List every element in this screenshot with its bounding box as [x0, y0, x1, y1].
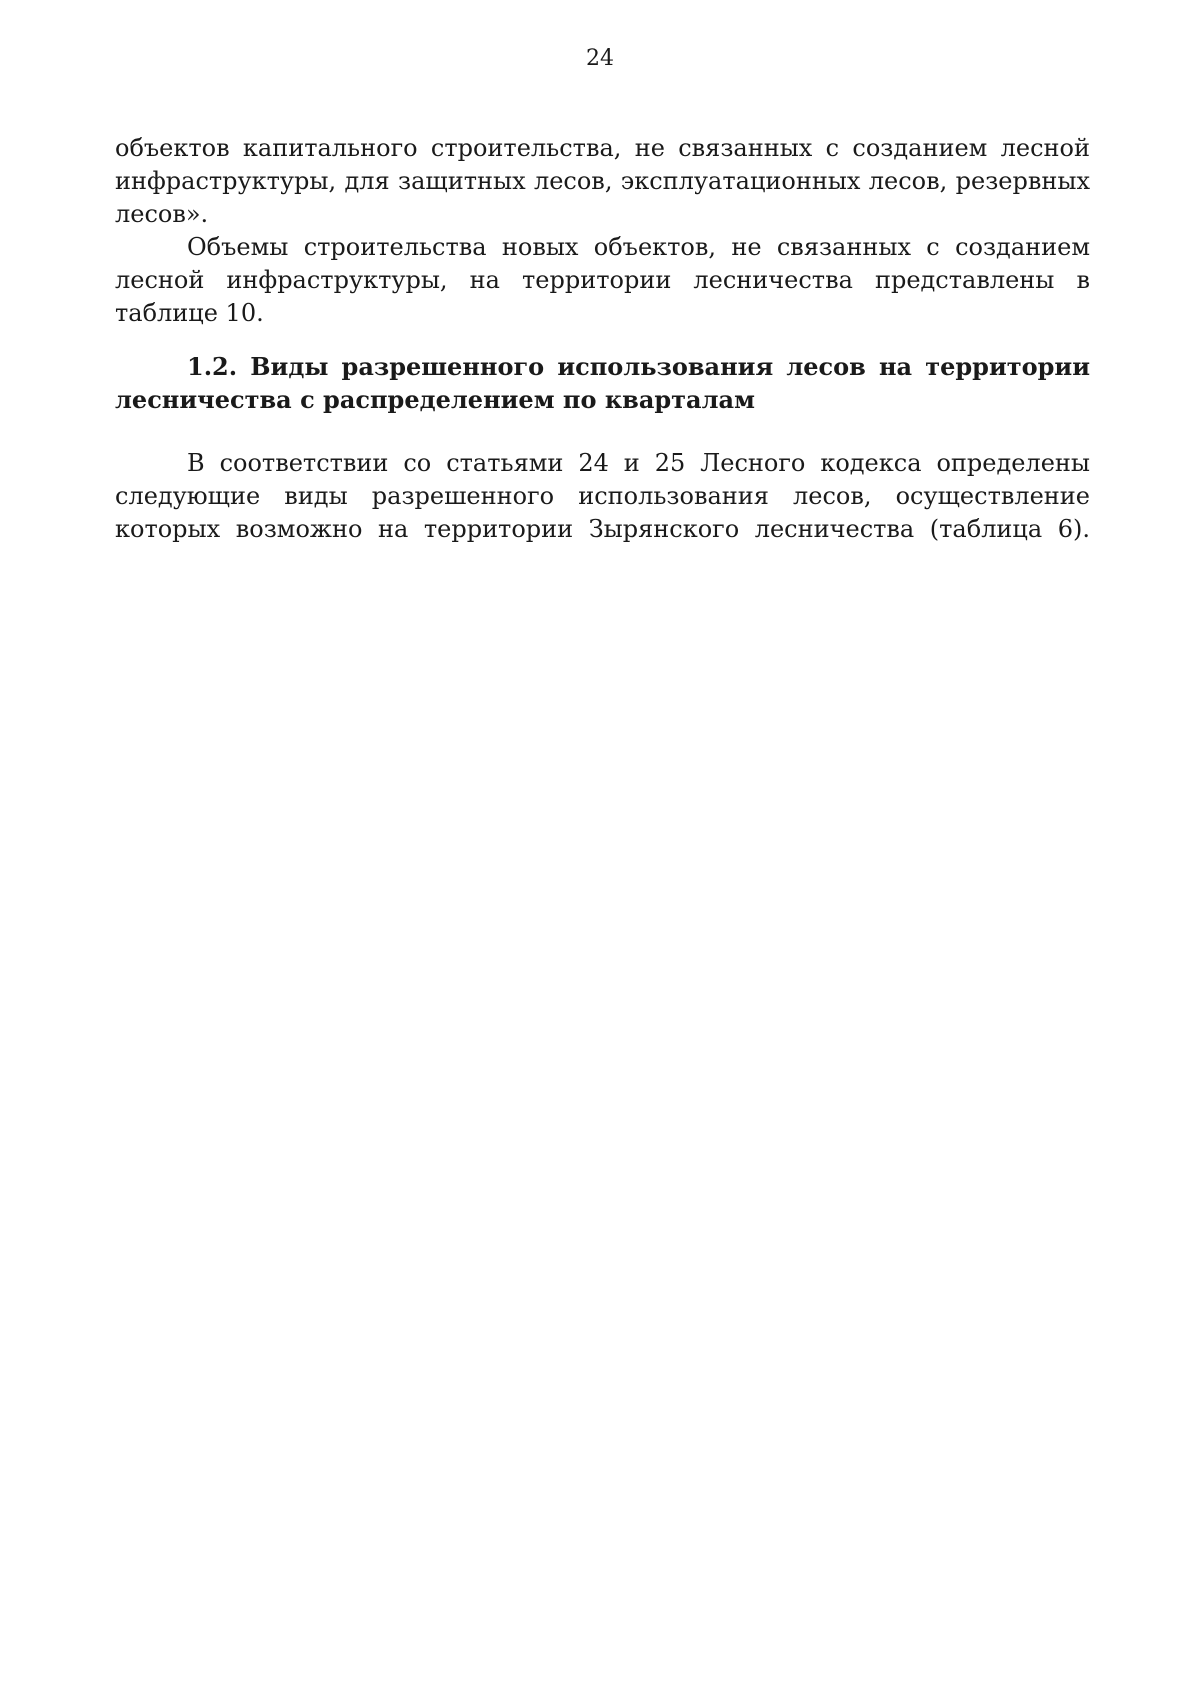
document-body	[115, 132, 1090, 546]
paragraph-continuation: объектов капитального строительства, не связанных с созданием лесной инфраструктуры, для защитных лесов, эксплуатационных лесов, резервных лесов».	[115, 134, 1090, 228]
paragraph-permitted-uses: В соответствии со статьями 24 и 25 Лесного кодекса определены следующие виды разрешенного использования лесов, осуществление которых возможно на территории Зырянского лесничества (таблица 6).	[115, 449, 1090, 543]
page-number: 24	[586, 46, 614, 71]
section-heading: 1.2. Виды разрешенного использования лесов на территории лесничества с распределением по кварталам	[115, 352, 1090, 414]
paragraph-construction-volumes: Объемы строительства новых объектов, не связанных с созданием лесной инфраструктуры, на территории лесничества представлены в таблице 10.	[115, 233, 1090, 327]
